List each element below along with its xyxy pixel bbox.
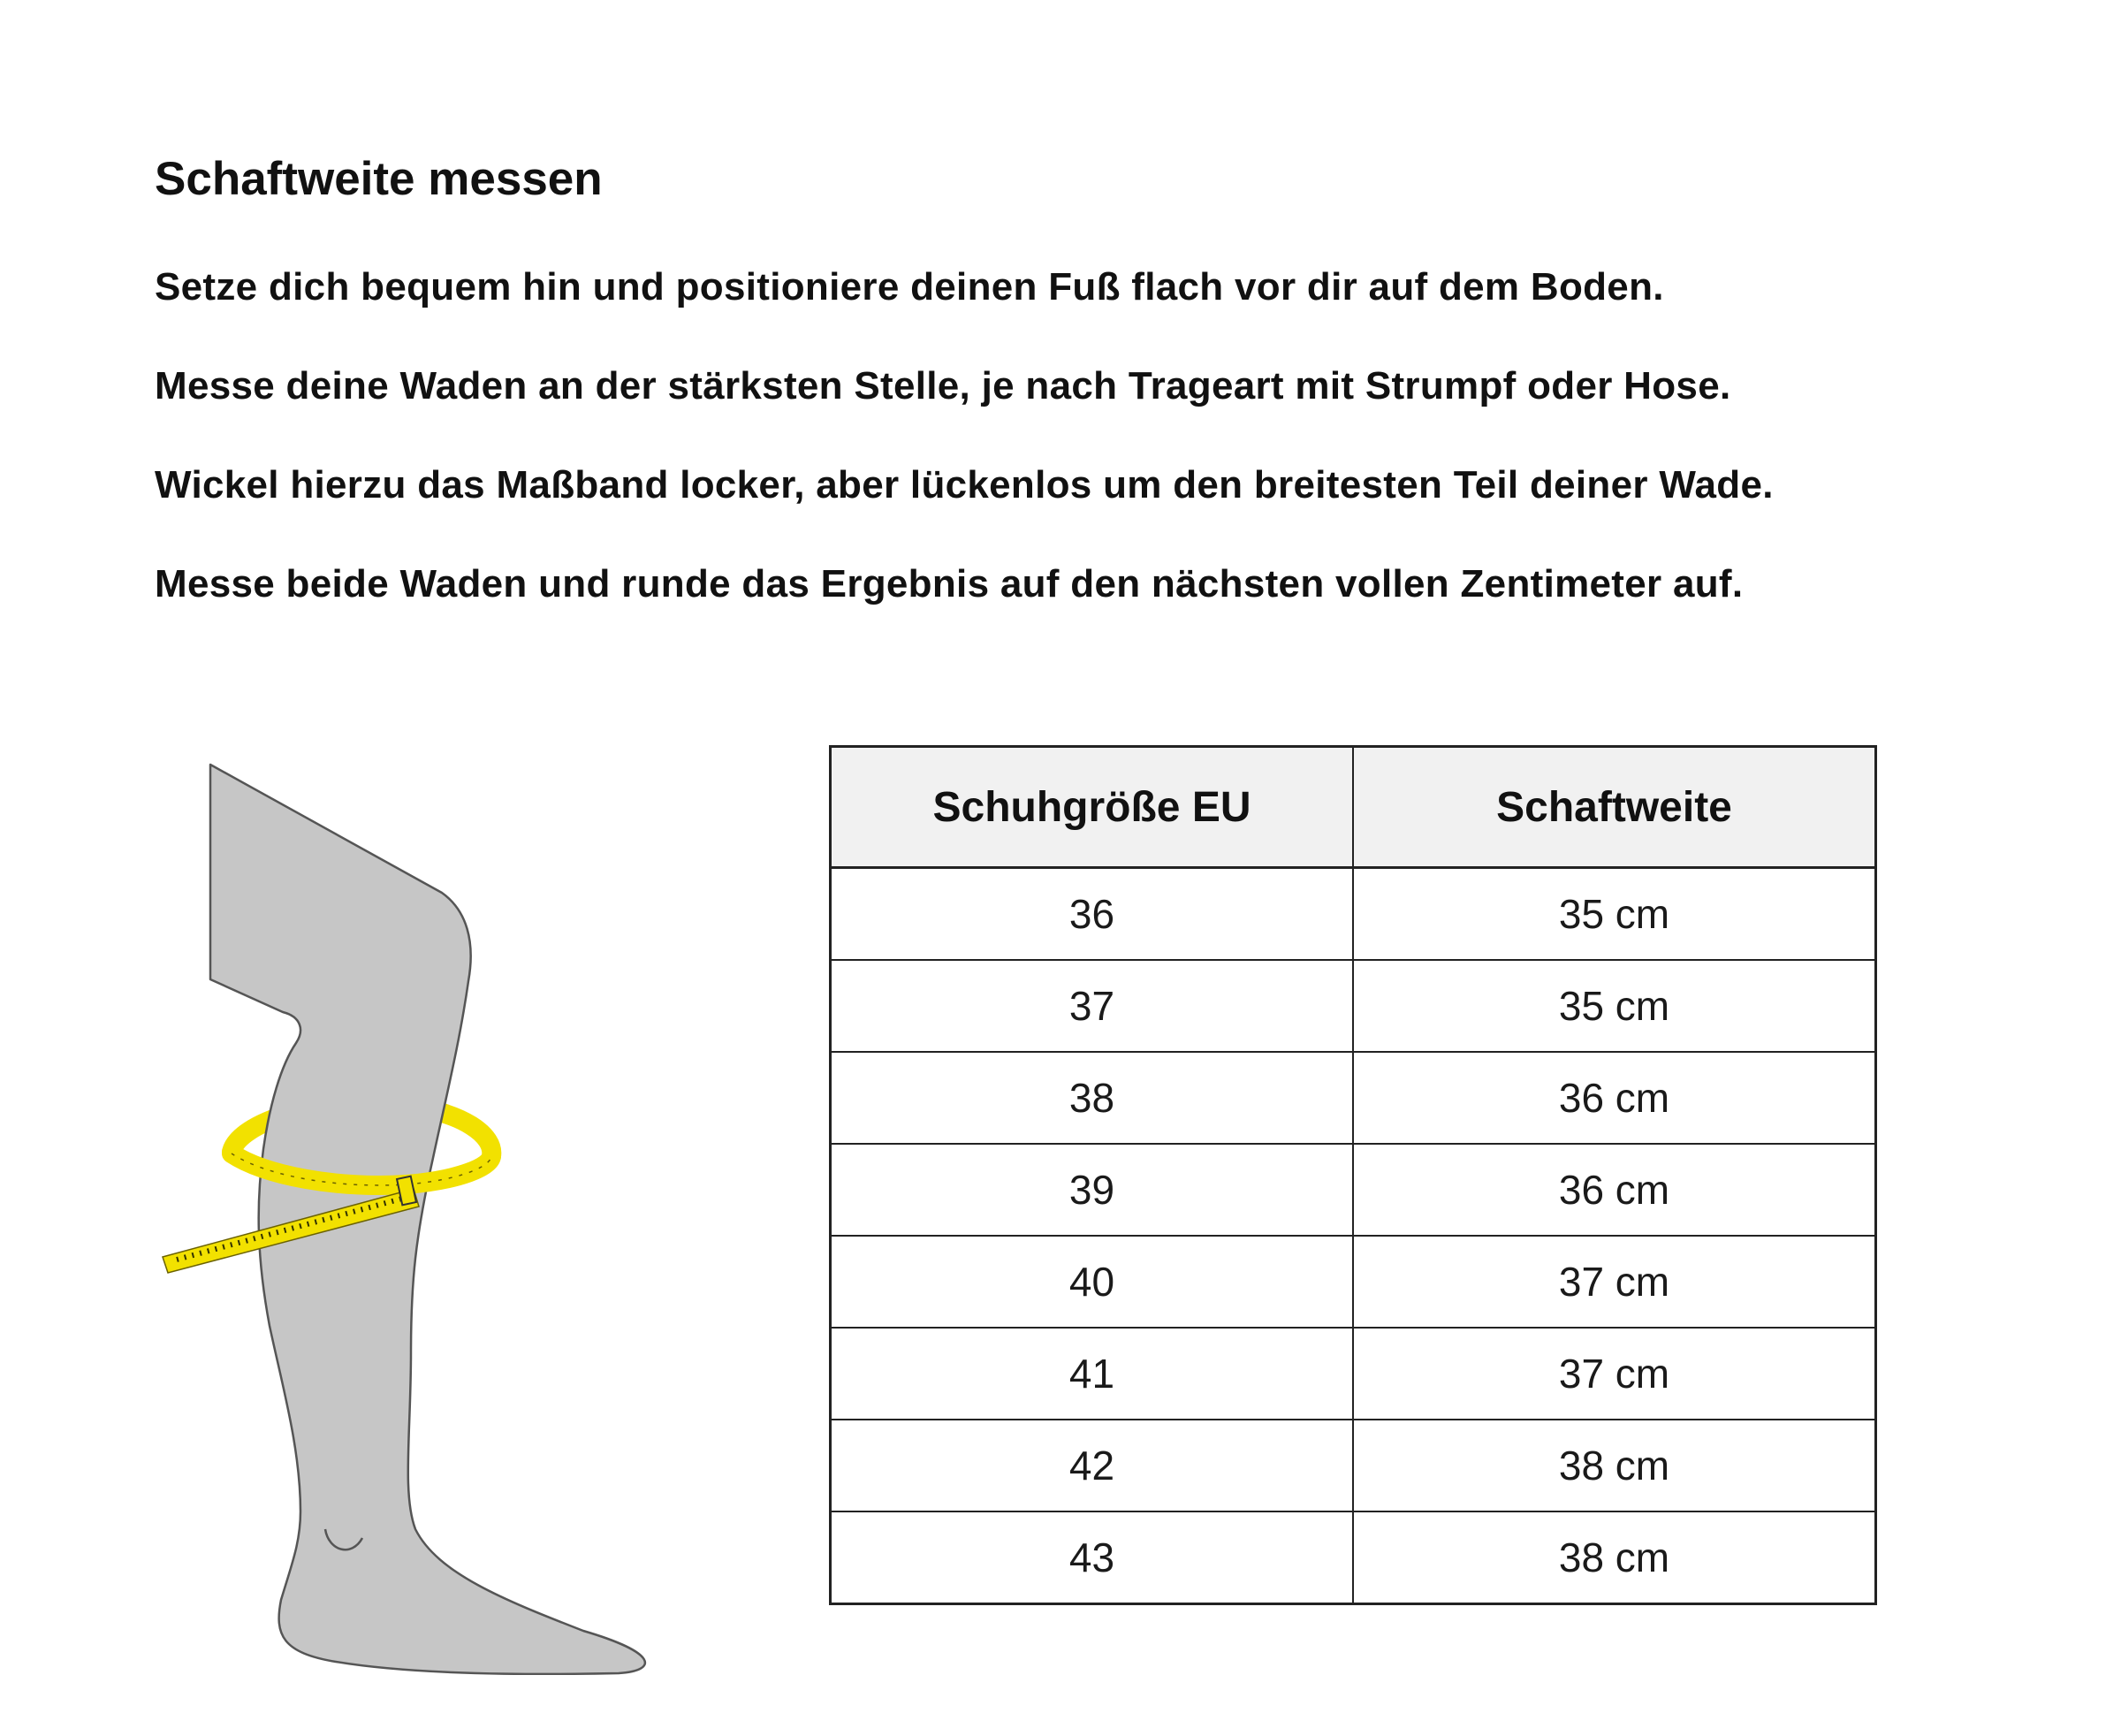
cell-shoe-size: 42 (831, 1420, 1354, 1511)
instruction-1: Setze dich bequem hin und positioniere deinen Fuß flach vor dir auf dem Boden. (155, 265, 1664, 308)
header-shaft-width: Schaftweite (1353, 747, 1876, 868)
cell-shoe-size: 37 (831, 960, 1354, 1052)
table-row (831, 1144, 1876, 1236)
cell-shoe-size: 38 (831, 1052, 1354, 1144)
cell-shaft-width: 38 cm (1353, 1420, 1876, 1511)
table-row (831, 868, 1876, 961)
cell-shaft-width: 36 cm (1353, 1144, 1876, 1236)
table-row (831, 960, 1876, 1052)
cell-shoe-size: 36 (831, 868, 1354, 961)
table-row (831, 1328, 1876, 1420)
leg-with-measuring-tape-icon (155, 756, 667, 1675)
cell-shoe-size: 41 (831, 1328, 1354, 1420)
header-shoe-size: Schuhgröße EU (831, 747, 1354, 868)
page-title: Schaftweite messen (155, 153, 603, 205)
cell-shaft-width: 37 cm (1353, 1236, 1876, 1328)
table-row (831, 1420, 1876, 1511)
table-header-row (831, 747, 1876, 868)
instruction-4: Messe beide Waden und runde das Ergebnis auf den nächsten vollen Zentimeter auf. (155, 562, 1744, 605)
leg-silhouette (210, 765, 645, 1674)
instruction-3: Wickel hierzu das Maßband locker, aber lückenlos um den breitesten Teil deiner Wade. (155, 463, 1774, 506)
cell-shaft-width: 35 cm (1353, 868, 1876, 961)
size-table (829, 745, 1877, 1605)
cell-shaft-width: 35 cm (1353, 960, 1876, 1052)
cell-shoe-size: 39 (831, 1144, 1354, 1236)
table-row (831, 1052, 1876, 1144)
cell-shaft-width: 38 cm (1353, 1511, 1876, 1604)
instruction-2: Messe deine Waden an der stärksten Stelle, je nach Trageart mit Strumpf oder Hose. (155, 364, 1731, 407)
cell-shoe-size: 43 (831, 1511, 1354, 1604)
cell-shaft-width: 36 cm (1353, 1052, 1876, 1144)
cell-shoe-size: 40 (831, 1236, 1354, 1328)
table-row (831, 1511, 1876, 1604)
cell-shaft-width: 37 cm (1353, 1328, 1876, 1420)
table-row (831, 1236, 1876, 1328)
